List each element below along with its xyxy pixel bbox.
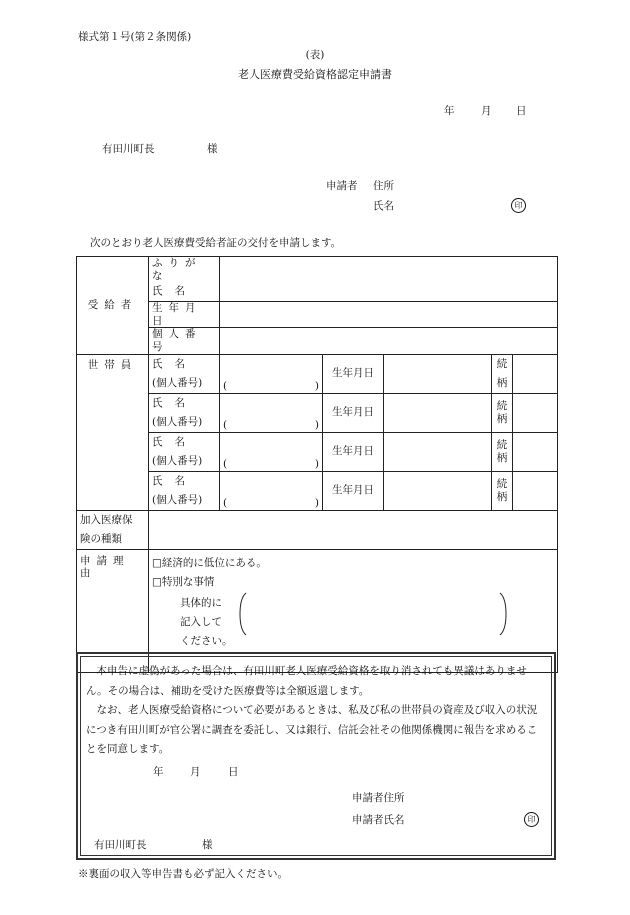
recipient-name-field[interactable] bbox=[220, 282, 558, 302]
recipient-section: 受給者 bbox=[77, 257, 149, 355]
household-number-field-1[interactable]: ( ) bbox=[220, 354, 323, 393]
form-title: 老人医療費受給資格認定申請書 bbox=[238, 68, 392, 81]
declaration-address-label: 申請者住所 bbox=[352, 792, 405, 804]
date-month: 月 bbox=[481, 105, 492, 117]
declaration-date-month: 月 bbox=[190, 766, 201, 778]
insurance-label: 加入医療保 険の種類 bbox=[77, 510, 149, 549]
bracket-right bbox=[500, 593, 506, 635]
recipient-name-label: 氏名 bbox=[149, 282, 220, 302]
bracket-left bbox=[240, 593, 246, 635]
household-relation-label-1: 続柄 bbox=[492, 354, 513, 393]
declaration-box bbox=[76, 652, 556, 860]
applicant-address-label: 住所 bbox=[373, 180, 394, 192]
household-label-2: 氏名 (個人番号) bbox=[149, 393, 220, 432]
reason-option-special[interactable]: □特別な事情 bbox=[152, 575, 215, 588]
footer-note: ※裏面の収入等申告書も必ず記入ください。 bbox=[78, 868, 288, 880]
addressee-honorific: 様 bbox=[207, 143, 218, 155]
household-label-3: 氏名 (個人番号) bbox=[149, 432, 220, 471]
household-relation-field-2[interactable] bbox=[513, 393, 558, 432]
household-relation-label-3: 続柄 bbox=[492, 432, 513, 471]
declaration-seal-icon bbox=[524, 812, 539, 827]
recipient-birth-field[interactable] bbox=[220, 302, 558, 328]
reason-detail-label: 具体的に 記入して ください。 bbox=[180, 596, 233, 647]
application-table bbox=[76, 256, 558, 673]
reason-bracket[interactable] bbox=[238, 592, 508, 636]
recipient-birth-label: 生年月日 bbox=[149, 302, 220, 328]
reason-option-economic[interactable]: □経済的に低位にある。 bbox=[152, 556, 267, 569]
declaration-name-label: 申請者氏名 bbox=[352, 814, 405, 826]
date-day: 日 bbox=[516, 105, 527, 117]
household-birth-label-4: 生年月日 bbox=[323, 471, 384, 510]
household-label-4: 氏名 (個人番号) bbox=[149, 471, 220, 510]
household-birth-field-3[interactable] bbox=[384, 432, 492, 471]
household-birth-field-2[interactable] bbox=[384, 393, 492, 432]
addressee-name: 有田川町長 bbox=[102, 143, 155, 155]
side-label: (表) bbox=[305, 49, 325, 61]
declaration-seal-text: 印 bbox=[524, 812, 539, 827]
date-year: 年 bbox=[444, 105, 455, 117]
household-relation-label-2: 続柄 bbox=[492, 393, 513, 432]
declaration-addressee: 有田川町長 bbox=[94, 839, 147, 851]
household-section: 世帯員 bbox=[77, 354, 149, 510]
declaration-date-year: 年 bbox=[153, 766, 164, 778]
furigana-field[interactable] bbox=[220, 257, 558, 283]
household-number-field-2[interactable]: ( ) bbox=[220, 393, 323, 432]
applicant-label: 申請者 bbox=[326, 180, 358, 192]
household-relation-field-4[interactable] bbox=[513, 471, 558, 510]
furigana-label: ふりがな bbox=[149, 257, 220, 283]
intro-text: 次のとおり老人医療費受給者証の交付を申請します。 bbox=[90, 237, 342, 249]
declaration-para-2: なお、老人医療受給資格について必要があるときは、私及び私の世帯員の資産及び収入の状況につき有田川町が官公署に調査を委託し、又は銀行、信託会社その他関係機関に報告を求めることを同意します。 bbox=[86, 704, 538, 755]
household-number-field-4[interactable]: ( ) bbox=[220, 471, 323, 510]
reason-label: 申請理由 bbox=[77, 549, 149, 672]
recipient-number-label: 個人番号 bbox=[149, 328, 220, 354]
household-relation-field-3[interactable] bbox=[513, 432, 558, 471]
declaration-date-day: 日 bbox=[228, 766, 239, 778]
household-birth-field-4[interactable] bbox=[384, 471, 492, 510]
household-birth-label-2: 生年月日 bbox=[323, 393, 384, 432]
seal-icon bbox=[511, 198, 526, 213]
household-birth-label-3: 生年月日 bbox=[323, 432, 384, 471]
household-relation-label-4: 続柄 bbox=[492, 471, 513, 510]
seal-text: 印 bbox=[511, 198, 526, 213]
household-birth-field-1[interactable] bbox=[384, 354, 492, 393]
household-relation-field-1[interactable] bbox=[513, 354, 558, 393]
household-birth-label-1: 生年月日 bbox=[323, 354, 384, 393]
insurance-field[interactable] bbox=[149, 510, 558, 549]
declaration-para-1: 本申告に虚偽があった場合は、有田川町老人医療受給資格を取り消されても異議はありません。その場合は、補助を受けた医療費等は全額返還します。 bbox=[86, 665, 527, 697]
recipient-number-field[interactable] bbox=[220, 328, 558, 354]
applicant-name-label: 氏名 bbox=[373, 200, 394, 212]
form-number: 様式第１号(第２条関係) bbox=[78, 31, 192, 43]
household-label-1: 氏名 (個人番号) bbox=[149, 354, 220, 393]
household-number-field-3[interactable]: ( ) bbox=[220, 432, 323, 471]
declaration-honorific: 様 bbox=[202, 839, 213, 851]
